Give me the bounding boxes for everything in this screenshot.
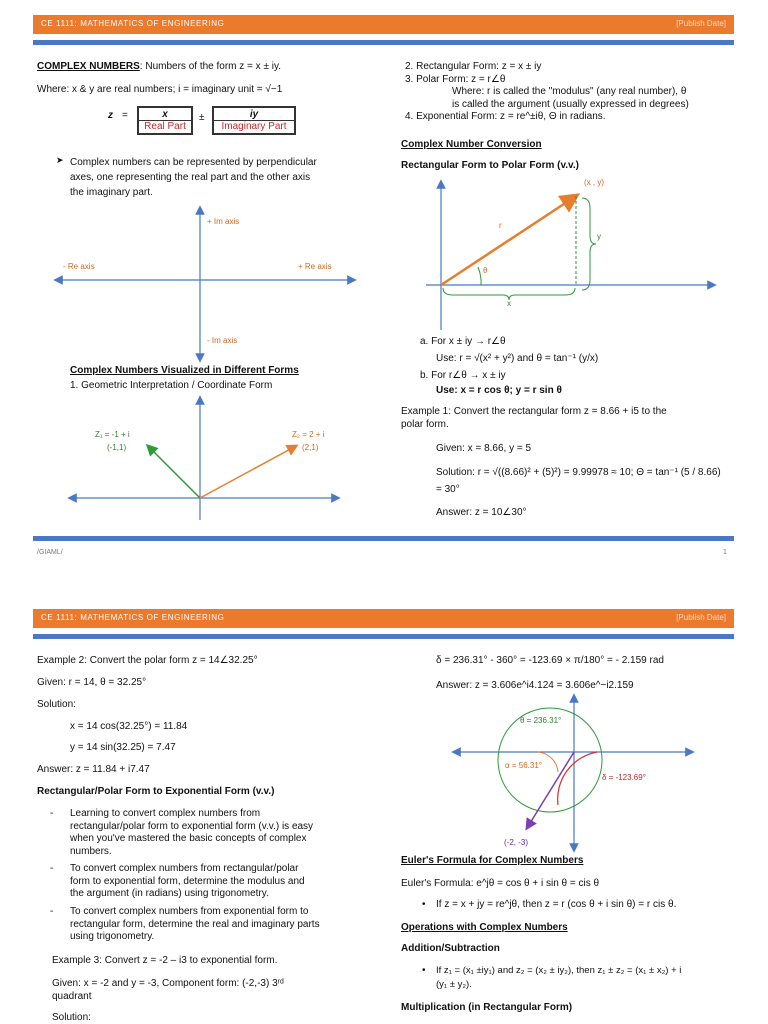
formula-equals: = (122, 110, 128, 121)
geometric-item: 1. Geometric Interpretation / Coordinate Form (70, 380, 273, 391)
z2-label: Z₂ = 2 + i (292, 430, 325, 439)
operations-heading: Operations with Complex Numbers (401, 922, 568, 933)
page1-header-title: CE 1111: MATHEMATICS OF ENGINEERING (41, 19, 225, 28)
dash-item-2-line: To convert complex numbers from rectangular/polar (70, 863, 299, 874)
dash-item-2-line: form to exponential form, determine the modulus and (70, 875, 305, 887)
dash-item-1-line: Learning to convert complex numbers from (70, 808, 261, 819)
page2-header-date: [Publish Date] (676, 613, 726, 622)
dash-item-2-line: the argument (in radians) using trigonometry. (70, 888, 269, 899)
ex1-solution: Solution: r = √((8.66)² + (5)²) = 9.99978 ≈ 10; Θ = tan⁻¹ (5 / 8.66) (436, 467, 721, 478)
step-b: b. For r∠θ → x ± iy (420, 370, 506, 381)
addsub-bullet-2: (y₁ ± y₂). (436, 979, 472, 990)
imaginary-part-iy: iy (214, 108, 294, 121)
pos-im-axis-label: + Im axis (207, 217, 240, 226)
page1-footer-left: /GIAML/ (37, 549, 63, 556)
z1-coord: (-1,1) (107, 443, 127, 452)
ex1-solution-result: = 30° (436, 484, 460, 495)
dash-bullet: - (50, 906, 54, 917)
ex2-given: Given: r = 14, θ = 32.25° (37, 677, 147, 688)
conversion-heading: Complex Number Conversion (401, 139, 542, 150)
intro-text: : Numbers of the form z = x ± iy. (139, 61, 281, 72)
dash-bullet: - (50, 808, 54, 819)
intro-heading: COMPLEX NUMBERS (37, 61, 140, 72)
z2-coord: (2,1) (302, 443, 319, 452)
polar-note-1: Where: r is called the "modulus" (any real number), θ (452, 86, 687, 97)
ex3-solution-label: Solution: (52, 1012, 91, 1023)
form-item-exponential: 4. Exponential Form: z = re^±iθ, Θ in radians. (405, 111, 606, 122)
fig-delta-value: δ = -123.69° (602, 773, 646, 782)
fig-point-value: (-2, -3) (504, 838, 528, 847)
real-part-x: x (139, 108, 191, 121)
visualized-heading: Complex Numbers Visualized in Different Forms (70, 365, 299, 376)
fig-x-label: x (507, 299, 511, 308)
ex1-line1: Example 1: Convert the rectangular form z = 8.66 + i5 to the (401, 406, 667, 417)
bullet-arrow-icon: ➤ (56, 155, 64, 165)
ex1-answer: Answer: z = 10∠30° (436, 507, 527, 518)
delta-arc (558, 752, 597, 805)
pos-re-axis-label: + Re axis (298, 262, 332, 271)
form-item-polar: 3. Polar Form: z = r∠θ (405, 73, 506, 85)
neg-im-axis-label: - Im axis (207, 336, 238, 345)
euler-heading: Euler's Formula for Complex Numbers (401, 855, 584, 866)
axes-bullet-line: the imaginary part. (70, 187, 153, 198)
axes-bullet-line: Complex numbers can be represented by perpendicular (70, 157, 317, 168)
page2-header-title: CE 1111: MATHEMATICS OF ENGINEERING (41, 613, 225, 622)
page1-header-date: [Publish Date] (676, 19, 726, 28)
ex1-given: Given: x = 8.66, y = 5 (436, 443, 532, 454)
formula-z: z (108, 110, 113, 121)
dash-item-3-line: rectangular form, determine the real and imaginary parts (70, 918, 320, 930)
imaginary-part-label: Imaginary Part (221, 121, 287, 132)
ex2-answer: Answer: z = 11.84 + i7.47 (37, 764, 150, 775)
multiplication-heading: Multiplication (in Rectangular Form) (401, 1002, 573, 1013)
ex2-x: x = 14 cos(32.25°) = 11.84 (70, 721, 188, 732)
fig-theta-value: θ = 236.31° (520, 716, 562, 725)
euler-formula: Euler's Formula: e^jθ = cos θ + i sin θ = cis θ (401, 878, 600, 889)
fig-theta-label: θ (483, 266, 488, 275)
dash-item-1-line: when you've mastered the basic concepts of complex (70, 833, 307, 844)
fig-y-label: y (597, 232, 601, 241)
polar-note-2: is called the argument (usually expressed in degrees) (452, 98, 689, 110)
page1-footer-page-number: 1 (723, 549, 727, 556)
step-b-use: Use: x = r cos θ; y = r sin θ (436, 385, 562, 396)
fig-point-label: (x , y) (584, 178, 604, 187)
ex3-answer: Answer: z = 3.606e^i4.124 = 3.606e^−i2.159 (436, 680, 634, 691)
fig-alpha-value: α = 56.31° (505, 761, 542, 770)
addsub-heading: Addition/Subtraction (401, 943, 500, 954)
real-part-label: Real Part (144, 121, 186, 132)
where-text: Where: x & y are real numbers; i = imaginary unit = √−1 (37, 84, 283, 95)
z1-label: Z₁ = -1 + i (95, 430, 130, 439)
dash-bullet: - (50, 863, 54, 874)
exp-form-heading: Rectangular/Polar Form to Exponential Form (v.v.) (37, 786, 275, 797)
fig-r-label: r (499, 221, 502, 230)
ex3-line: Example 3: Convert z = -2 – i3 to exponential form. (52, 955, 278, 966)
dash-item-1-line: rectangular/polar form to exponential form (v.v.) is easy (70, 820, 314, 832)
ex2-solution-label: Solution: (37, 699, 76, 710)
step-a: a. For x ± iy → r∠θ (420, 336, 506, 347)
rect-to-polar-heading: Rectangular Form to Polar Form (v.v.) (401, 160, 579, 171)
ex2-y: y = 14 sin(32.25) = 7.47 (70, 742, 176, 753)
axes-bullet-line: axes, one representing the real part and the other axis (70, 172, 311, 183)
addsub-bullet-1: If z₁ = (x₁ ±iy₁) and z₂ = (x₂ ± iy₂), then z₁ ± z₂ = (x₁ ± x₂) + i (436, 965, 682, 976)
bullet-dot: • (422, 965, 426, 976)
ex3-given-2: quadrant (52, 991, 92, 1002)
neg-re-axis-label: - Re axis (63, 262, 95, 271)
form-item-rectangular: 2. Rectangular Form: z = x ± iy (405, 61, 542, 72)
formula-plus-minus: ± (199, 112, 205, 123)
dash-item-3-line: using trigonometry. (70, 931, 155, 942)
delta-line: δ = 236.31° - 360° = -123.69 × π/180° = - 2.159 rad (436, 655, 664, 666)
ex1-line2: polar form. (401, 419, 449, 430)
step-a-use: Use: r = √(x² + y²) and θ = tan⁻¹ (y/x) (436, 353, 599, 364)
dash-item-3-line: To convert complex numbers from exponential form to (70, 906, 309, 917)
ex2-line: Example 2: Convert the polar form z = 14∠32.25° (37, 655, 258, 666)
bullet-dot: • (422, 899, 426, 910)
ex3-given-1: Given: x = -2 and y = -3, Component form: (-2,-3) 3ʳᵈ (52, 978, 284, 989)
dash-item-1-line: numbers. (70, 845, 112, 857)
euler-bullet: If z = x + jy = re^jθ, then z = r (cos θ + i sin θ) = r cis θ. (436, 899, 677, 910)
